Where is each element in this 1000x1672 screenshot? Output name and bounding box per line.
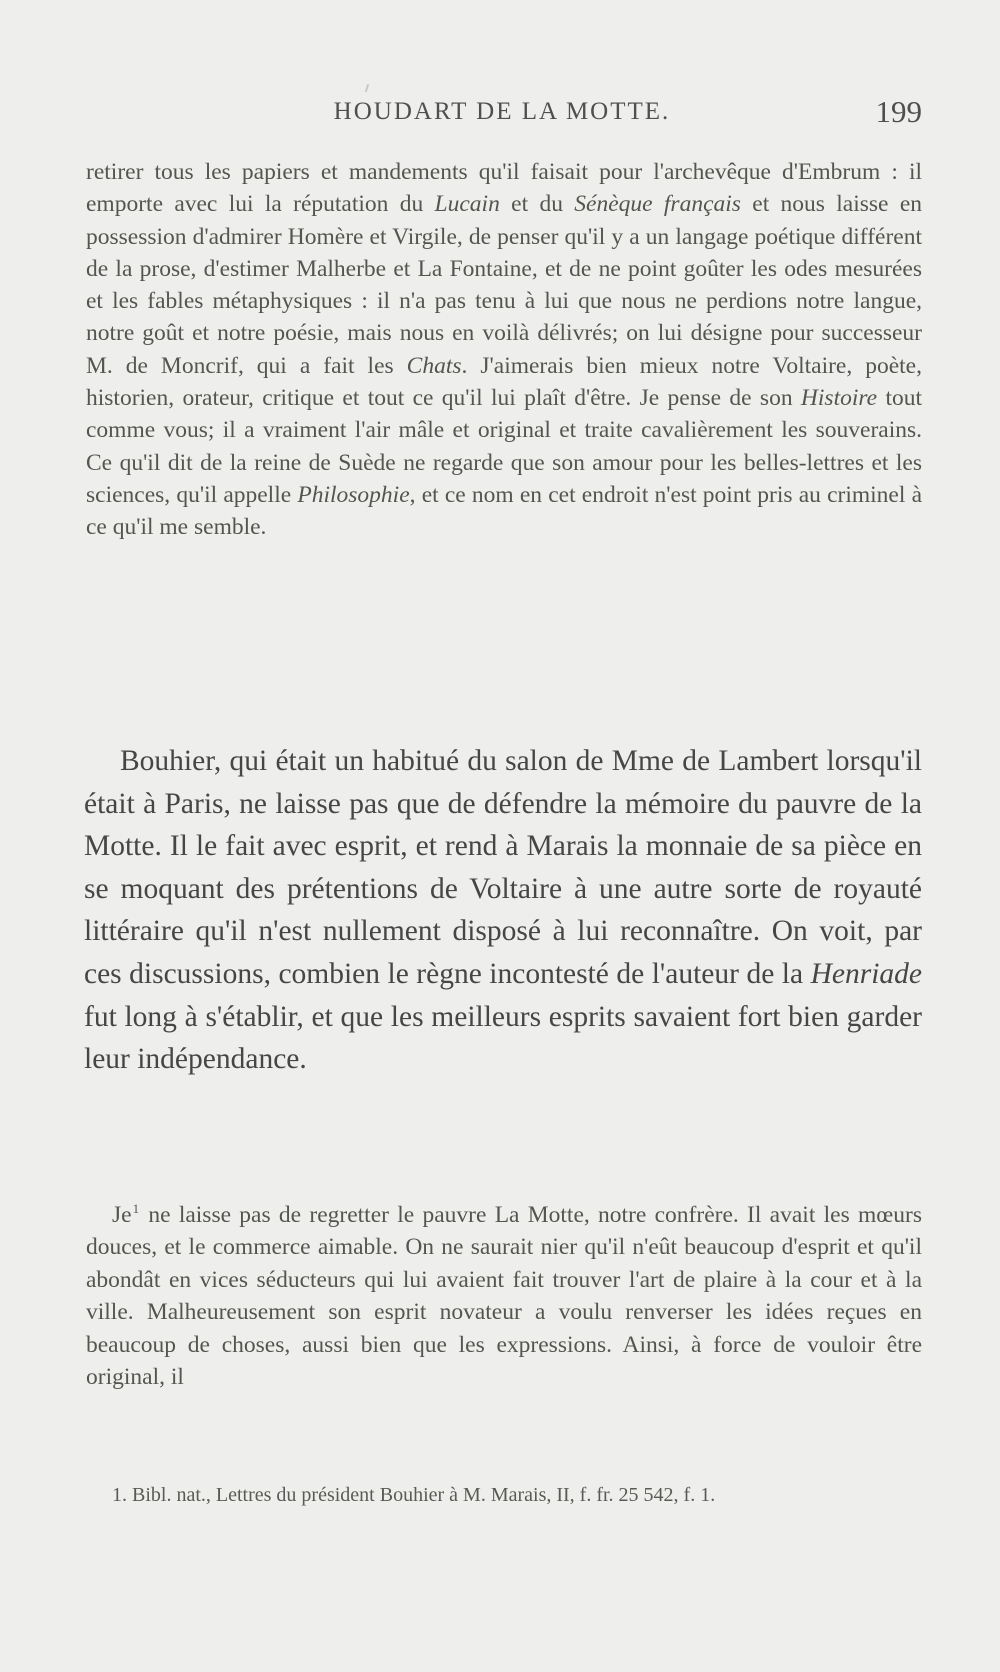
footnote: 1. Bibl. nat., Lettres du président Bouhier à M. Marais, II, f. fr. 25 542, f. 1.	[112, 1484, 716, 1506]
quoted-letter-marais	[86, 156, 922, 544]
quote-italic: Sénèque français	[574, 191, 741, 218]
quote-lead: Je	[112, 1202, 132, 1228]
main-paragraph	[84, 740, 922, 1081]
quote-italic: Lucain	[434, 191, 500, 218]
quote-text: et nous laisse en possession d'admirer Homère et Virgile, de penser qu'il y a un langage poétique différent de la prose, d'estimer Malherbe et La Fontaine, et de ne point goûter les odes mesurées et les fables métaphysiques : il n'a pas tenu à lui que nous ne perdions notre langue, notre goût et notre poésie, mais nous en voilà délivrés; on lui désigne pour successeur M. de Moncrif, qui a fait les	[86, 191, 922, 379]
quote-text: et du	[499, 191, 575, 218]
running-head	[86, 94, 922, 138]
footnote-marker: 1	[132, 1201, 140, 1217]
quote-text: retirer tous les papiers et mandements qu'il faisait pour l'archevêque d'Embrum : il emporte avec lui la réputation du	[86, 159, 922, 218]
quote-text: ne laisse pas de regretter le pauvre La Motte, notre confrère. Il avait les mœurs douces, et le commerce aimable. On ne saurait nier qu'il n'eût beaucoup d'esprit et qu'il abondât en vices séducteurs qui lui avaient fait trouver l'art de plaire à la cour et à la ville. Malheureusement son esprit novateur a voulu renverser les idées reçues en beaucoup de choses, aussi bien que les expressions. Ainsi, à force de vouloir être original, il	[86, 1202, 922, 1391]
page-number: 199	[875, 94, 922, 129]
quote-italic: Chats	[406, 352, 462, 379]
quote-text: . J'aimerais bien mieux notre Voltaire, poète, historien, orateur, critique et tout ce qu'il lui plaît d'être. Je pense de son	[86, 352, 922, 412]
quote-text: , et ce nom en cet endroit n'est point pris au criminel à ce qu'il me semble.	[86, 481, 922, 541]
quote-italic: Histoire	[800, 385, 878, 412]
quoted-letter-bouhier	[86, 1199, 922, 1393]
body-text: Bouhier, qui était un habitué du salon de Mme de Lambert lorsqu'il était à Paris, ne laisse pas que de défendre la mémoire du pauvre de la Motte. Il le fait avec esprit, et rend à Marais la monnaie de sa pièce en se moquant des prétentions de Voltaire à une autre sorte de royauté littéraire qu'il n'est nullement disposé à lui reconnaître. On voit, par ces discussions, combien le règne incontesté de l'auteur de la	[84, 745, 922, 990]
body-text: fut long à s'établir, et que les meilleurs esprits savaient fort bien garder leur indépendance.	[84, 1000, 922, 1076]
quote-text: tout comme vous; il a vraiment l'air mâle et original et traite cavalièrement les souverains. Ce qu'il dit de la reine de Suède ne regarde que son amour pour les belles-lettres et les sciences, qu'il appelle	[86, 385, 922, 508]
body-italic: Henriade	[810, 957, 922, 990]
paper-speck	[365, 84, 369, 92]
running-title: HOUDART DE LA MOTTE.	[333, 98, 671, 125]
quote-italic: Philosophie	[297, 481, 410, 508]
